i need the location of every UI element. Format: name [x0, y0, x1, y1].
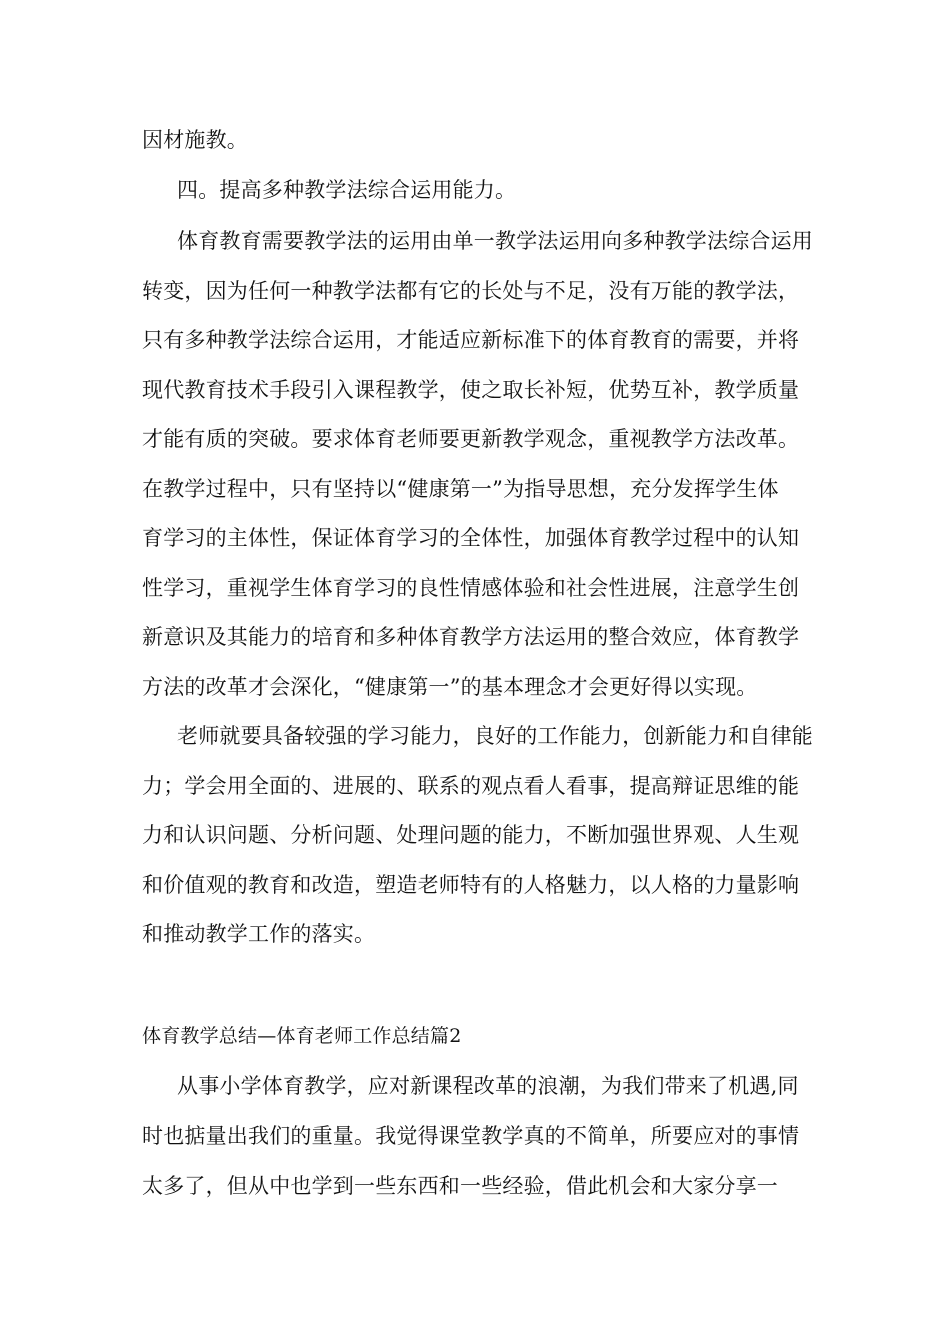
article-title: 体育教学总结—体育老师工作总结篇2: [142, 1025, 462, 1047]
text-line: 和推动教学工作的落实。: [142, 922, 376, 946]
text-line: 和价值观的教育和改造，塑造老师特有的人格魅力，以人格的力量影响: [142, 873, 800, 897]
text-line: 才能有质的突破。要求体育老师要更新教学观念，重视教学方法改革。: [142, 427, 800, 451]
text-line: 老师就要具备较强的学习能力，良好的工作能力，创新能力和自律能: [177, 724, 813, 748]
text-line: 在教学过程中，只有坚持以“健康第一”为指导思想，充分发挥学生体: [142, 477, 779, 501]
text-line: 从事小学体育教学，应对新课程改革的浪潮，为我们带来了机遇,同: [177, 1074, 799, 1098]
text-line: 时也掂量出我们的重量。我觉得课堂教学真的不简单，所要应对的事情: [142, 1124, 800, 1148]
text-line: 体育教育需要教学法的运用由单一教学法运用向多种教学法综合运用: [177, 229, 813, 253]
text-line: 力和认识问题、分析问题、处理问题的能力，不断加强世界观、人生观: [142, 823, 800, 847]
text-line: 方法的改革才会深化，“健康第一”的基本理念才会更好得以实现。: [142, 675, 758, 699]
text-line: 太多了，但从中也学到一些东西和一些经验，借此机会和大家分享一: [142, 1174, 778, 1198]
text-line: 性学习，重视学生体育学习的良性情感体验和社会性进展，注意学生创: [142, 576, 800, 600]
section-heading: 四。提高多种教学法综合运用能力。: [177, 178, 517, 202]
text-line: 力；学会用全面的、进展的、联系的观点看人看事，提高辩证思维的能: [142, 774, 800, 798]
text-line: 育学习的主体性，保证体育学习的全体性，加强体育教学过程中的认知: [142, 526, 800, 550]
text-line: 新意识及其能力的培育和多种体育教学方法运用的整合效应，体育教学: [142, 625, 800, 649]
text-line: 现代教育技术手段引入课程教学，使之取长补短，优势互补，教学质量: [142, 378, 800, 402]
text-line: 因材施教。: [142, 128, 248, 152]
text-line: 只有多种教学法综合运用，才能适应新标准下的体育教育的需要，并将: [142, 328, 800, 352]
text-line: 转变，因为任何一种教学法都有它的长处与不足，没有万能的教学法，: [142, 279, 800, 303]
